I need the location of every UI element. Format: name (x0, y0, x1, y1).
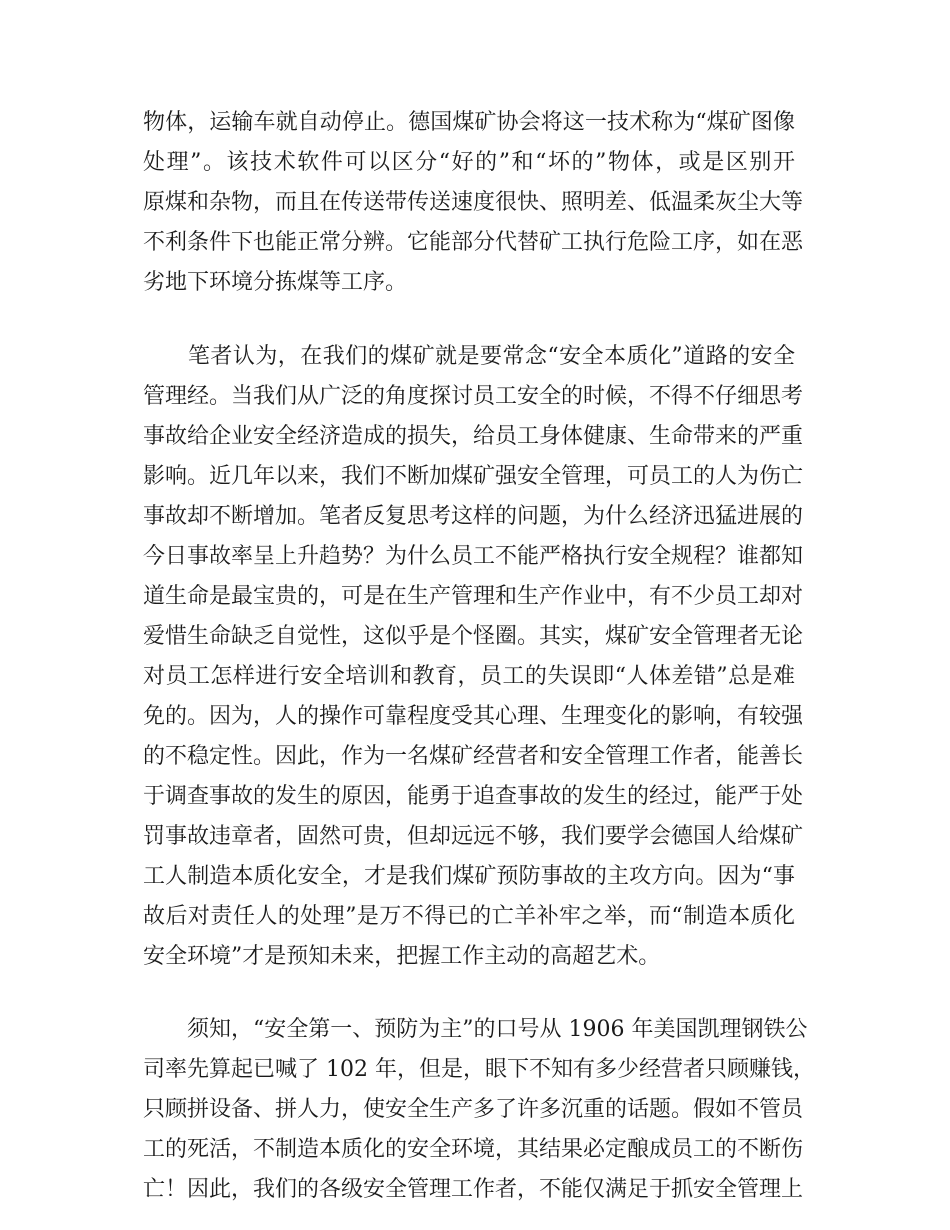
text-line: 影响。近几年以来，我们不断加煤矿强安全管理，可员工的人为伤亡 (143, 464, 804, 489)
text-line: 道生命是最宝贵的，可是在生产管理和生产作业中，有不少员工却对 (143, 584, 804, 609)
text-line: 罚事故违章者，固然可贵，但却远远不够，我们要学会德国人给煤矿 (143, 824, 804, 849)
paragraph-gap (143, 977, 795, 1010)
text-line: 物体，运输车就自动停止。德国煤矿协会将这一技术称为“煤矿图像 (143, 110, 795, 135)
paragraph-2 (143, 337, 804, 977)
text-line: 原煤和杂物，而且在传送带传送速度很快、照明差、低温柔灰尘大等 (143, 190, 804, 215)
text-line: 事故却不断增加。笔者反复思考这样的问题，为什么经济迅猛进展的 (143, 504, 804, 529)
text-line: 亡！因此，我们的各级安全管理工作者，不能仅满足于抓安全管理上 (143, 1177, 804, 1202)
text-line: 司率先算起已喊了 102 年，但是，眼下不知有多少经营者只顾赚钱， (143, 1057, 815, 1082)
paragraph-1 (143, 103, 804, 303)
text-line: 的不稳定性。因此，作为一名煤矿经营者和安全管理工作者，能善长 (143, 744, 804, 769)
body-text (143, 103, 815, 1210)
text-line: 对员工怎样进行安全培训和教育，员工的失误即“人体差错”总是难 (143, 664, 795, 689)
text-line: 不利条件下也能正常分辨。它能部分代替矿工执行危险工序，如在恶 (143, 230, 804, 255)
text-line: 工的死活，不制造本质化的安全环境，其结果必定酿成员工的不断伤 (143, 1137, 804, 1162)
text-line: 笔者认为，在我们的煤矿就是要常念“安全本质化”道路的安全 (143, 344, 795, 369)
text-line: 爱惜生命缺乏自觉性，这似乎是个怪圈。其实，煤矿安全管理者无论 (143, 624, 804, 649)
text-line: 只顾拼设备、拼人力，使安全生产多了许多沉重的话题。假如不管员 (143, 1097, 804, 1122)
text-line: 于调查事故的发生的原因，能勇于追查事故的发生的经过，能严于处 (143, 784, 804, 809)
text-line: 免的。因为，人的操作可靠程度受其心理、生理变化的影响，有较强 (143, 704, 804, 729)
text-line: 安全环境”才是预知未来，把握工作主动的高超艺术。 (143, 944, 661, 969)
text-line: 故后对责任人的处理”是万不得已的亡羊补牢之举，而“制造本质化 (143, 904, 795, 929)
text-line: 事故给企业安全经济造成的损失，给员工身体健康、生命带来的严重 (143, 424, 804, 449)
text-line: 须知，“安全第一、预防为主”的口号从 1906 年美国凯理钢铁公 (143, 1017, 808, 1042)
text-line: 今日事故率呈上升趋势？为什么员工不能严格执行安全规程？谁都知 (143, 544, 804, 569)
text-line: 劣地下环境分拣煤等工序。 (143, 270, 408, 295)
text-line: 处理”。该技术软件可以区分“好的”和“坏的”物体，或是区别开 (143, 150, 795, 175)
paragraph-3 (143, 1010, 815, 1210)
text-line: 管理经。当我们从广泛的角度探讨员工安全的时候，不得不仔细思考 (143, 384, 804, 409)
paragraph-gap (143, 303, 795, 337)
text-line: 工人制造本质化安全，才是我们煤矿预防事故的主攻方向。因为“事 (143, 864, 795, 889)
